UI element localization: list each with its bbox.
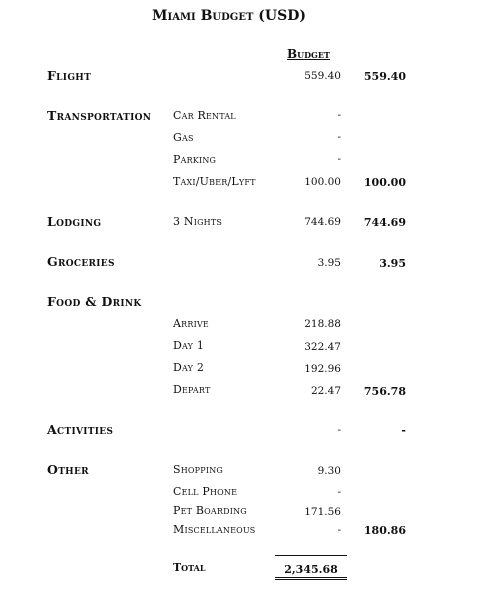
- total-amount: 2,345.68: [284, 563, 338, 576]
- food-drink-total: 756.78: [363, 385, 406, 398]
- other-total: 180.86: [363, 524, 406, 537]
- cell-phone-amount: -: [337, 486, 341, 498]
- transportation-total: 100.00: [363, 176, 406, 189]
- category-groceries: Groceries: [47, 254, 115, 269]
- budget-column-header: Budget: [287, 47, 330, 61]
- item-shopping: Shopping: [173, 463, 223, 476]
- category-transportation: Transportation: [47, 108, 152, 123]
- item-miscellaneous: Miscellaneous: [173, 523, 256, 536]
- total-top-rule: [275, 555, 347, 556]
- activities-amount: -: [337, 424, 341, 436]
- page-title: Miami Budget (USD): [152, 8, 306, 24]
- pet-boarding-amount: 171.56: [304, 506, 341, 518]
- item-3-nights: 3 Nights: [173, 215, 223, 228]
- category-food-drink: Food & Drink: [47, 294, 142, 309]
- category-activities: Activities: [47, 422, 114, 437]
- depart-amount: 22.47: [310, 385, 341, 397]
- total-double-rule-2: [275, 579, 347, 580]
- lodging-total: 744.69: [363, 216, 406, 229]
- item-parking: Parking: [173, 153, 217, 166]
- item-day-2: Day 2: [173, 361, 205, 374]
- item-day-1: Day 1: [173, 339, 205, 352]
- lodging-amount: 744.69: [304, 216, 341, 228]
- miscellaneous-amount: -: [337, 524, 341, 536]
- category-lodging: Lodging: [47, 214, 102, 229]
- groceries-amount: 3.95: [317, 257, 341, 269]
- item-gas: Gas: [173, 131, 194, 144]
- item-depart: Depart: [173, 383, 211, 396]
- item-car-rental: Car Rental: [173, 109, 236, 122]
- day-2-amount: 192.96: [304, 363, 341, 375]
- flight-amount: 559.40: [304, 70, 341, 82]
- item-cell-phone: Cell Phone: [173, 485, 238, 498]
- total-double-rule-1: [275, 577, 347, 578]
- total-label: Total: [173, 561, 206, 574]
- flight-total: 559.40: [363, 70, 406, 83]
- taxi-amount: 100.00: [304, 176, 341, 188]
- item-taxi: Taxi/Uber/Lyft: [173, 175, 256, 188]
- car-rental-amount: -: [337, 109, 341, 121]
- item-arrive: Arrive: [173, 317, 209, 330]
- activities-total: -: [401, 424, 406, 437]
- parking-amount: -: [337, 153, 341, 165]
- shopping-amount: 9.30: [317, 465, 341, 477]
- item-pet-boarding: Pet Boarding: [173, 504, 247, 517]
- category-other: Other: [47, 462, 89, 477]
- category-flight: Flight: [47, 68, 92, 83]
- day-1-amount: 322.47: [304, 341, 341, 353]
- gas-amount: -: [337, 131, 341, 143]
- arrive-amount: 218.88: [304, 318, 341, 330]
- groceries-total: 3.95: [379, 257, 406, 270]
